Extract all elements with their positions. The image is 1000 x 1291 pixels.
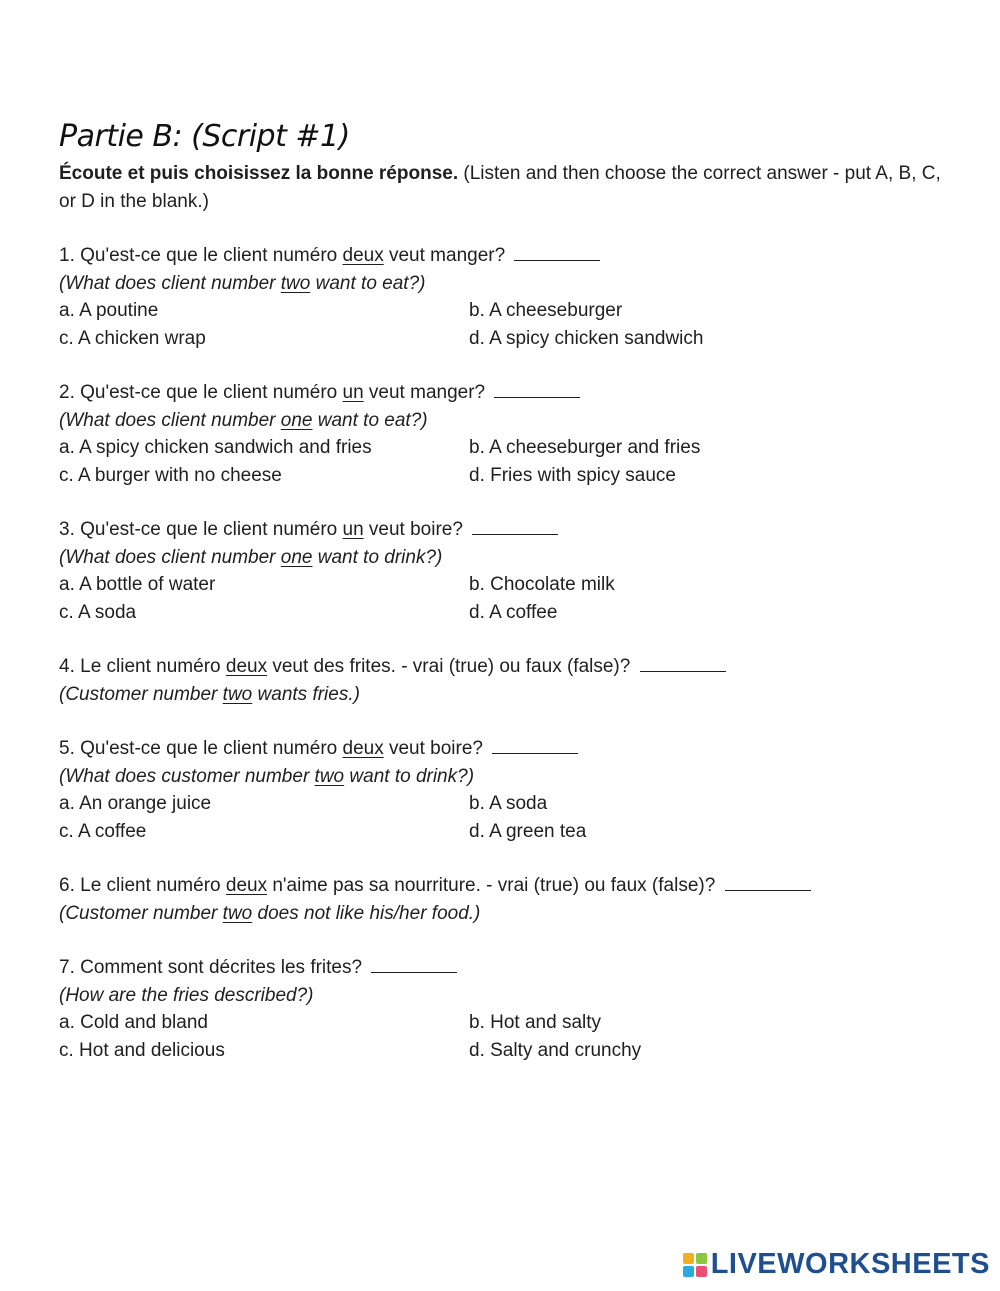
question-text: 3. Qu'est-ce que le client numéro un veut boire?: [59, 516, 949, 544]
question-text: 5. Qu'est-ce que le client numéro deux veut boire?: [59, 735, 949, 763]
question-5: [59, 735, 949, 845]
option-d: d. Fries with spicy sauce: [469, 464, 676, 486]
liveworksheets-logo[interactable]: [683, 1248, 990, 1281]
question-2: [59, 379, 949, 489]
page-title: Partie B: (Script #1): [59, 119, 350, 154]
option-b: b. A cheeseburger and fries: [469, 437, 701, 458]
question-translation: (What does customer number two want to drink?): [59, 765, 475, 787]
option-d: d. A spicy chicken sandwich: [469, 327, 704, 349]
logo-block-1: [683, 1253, 694, 1264]
question-text: 1. Qu'est-ce que le client numéro deux veut manger?: [59, 242, 949, 270]
question-translation: (What does client number two want to eat?): [59, 272, 426, 294]
option-d: d. A green tea: [469, 820, 587, 842]
logo-block-3: [683, 1266, 694, 1277]
answer-blank[interactable]: [494, 379, 580, 398]
question-text: 2. Qu'est-ce que le client numéro un veut manger?: [59, 379, 949, 407]
option-b: b. Chocolate milk: [469, 574, 615, 595]
question-translation: (What does client number one want to eat?): [59, 409, 428, 431]
options: [59, 571, 949, 626]
option-c: c. A soda: [59, 601, 137, 623]
question-3: [59, 516, 949, 626]
question-text: 4. Le client numéro deux veut des frites. - vrai (true) ou faux (false)?: [59, 653, 949, 681]
option-c: c. A burger with no cheese: [59, 464, 282, 486]
option-b: b. Hot and salty: [469, 1012, 602, 1033]
options: [59, 790, 949, 845]
question-translation: (What does client number one want to drink?): [59, 546, 443, 568]
answer-blank[interactable]: [514, 242, 600, 261]
instructions-normal: (Listen and then choose the correct answer - put A, B, C, or D in the blank.): [59, 163, 941, 212]
worksheet: [59, 118, 949, 1064]
question-translation: (Customer number two does not like his/her food.): [59, 902, 481, 924]
question-1: [59, 242, 949, 352]
question-7: [59, 954, 949, 1064]
option-c: c. A chicken wrap: [59, 327, 206, 349]
question-translation: (Customer number two wants fries.): [59, 683, 360, 705]
answer-blank[interactable]: [492, 735, 578, 754]
instructions-bold: Écoute et puis choisissez la bonne réponse.: [59, 163, 459, 184]
logo-text: LIVEWORKSHEETS: [710, 1248, 990, 1280]
logo-block-4: [696, 1266, 707, 1277]
answer-blank[interactable]: [371, 954, 457, 973]
options: [59, 434, 949, 489]
question-6: [59, 872, 949, 927]
option-a: a. A poutine: [59, 300, 159, 321]
options: [59, 297, 949, 352]
option-b: b. A cheeseburger: [469, 300, 623, 321]
option-a: a. An orange juice: [59, 793, 212, 814]
answer-blank[interactable]: [725, 872, 811, 891]
option-c: c. Hot and delicious: [59, 1039, 225, 1061]
instructions: [59, 160, 949, 215]
question-translation: (How are the fries described?): [59, 984, 314, 1006]
question-text: 7. Comment sont décrites les frites?: [59, 954, 949, 982]
logo-block-2: [696, 1253, 707, 1264]
answer-blank[interactable]: [472, 516, 558, 535]
question-4: [59, 653, 949, 708]
option-a: a. A spicy chicken sandwich and fries: [59, 437, 372, 458]
options: [59, 1009, 949, 1064]
option-a: a. A bottle of water: [59, 574, 216, 595]
option-d: d. A coffee: [469, 601, 558, 623]
option-b: b. A soda: [469, 793, 548, 814]
option-c: c. A coffee: [59, 820, 147, 842]
logo-icon: [683, 1253, 707, 1277]
option-a: a. Cold and bland: [59, 1012, 208, 1033]
option-d: d. Salty and crunchy: [469, 1039, 642, 1061]
answer-blank[interactable]: [640, 653, 726, 672]
question-text: 6. Le client numéro deux n'aime pas sa nourriture. - vrai (true) ou faux (false)?: [59, 872, 949, 900]
